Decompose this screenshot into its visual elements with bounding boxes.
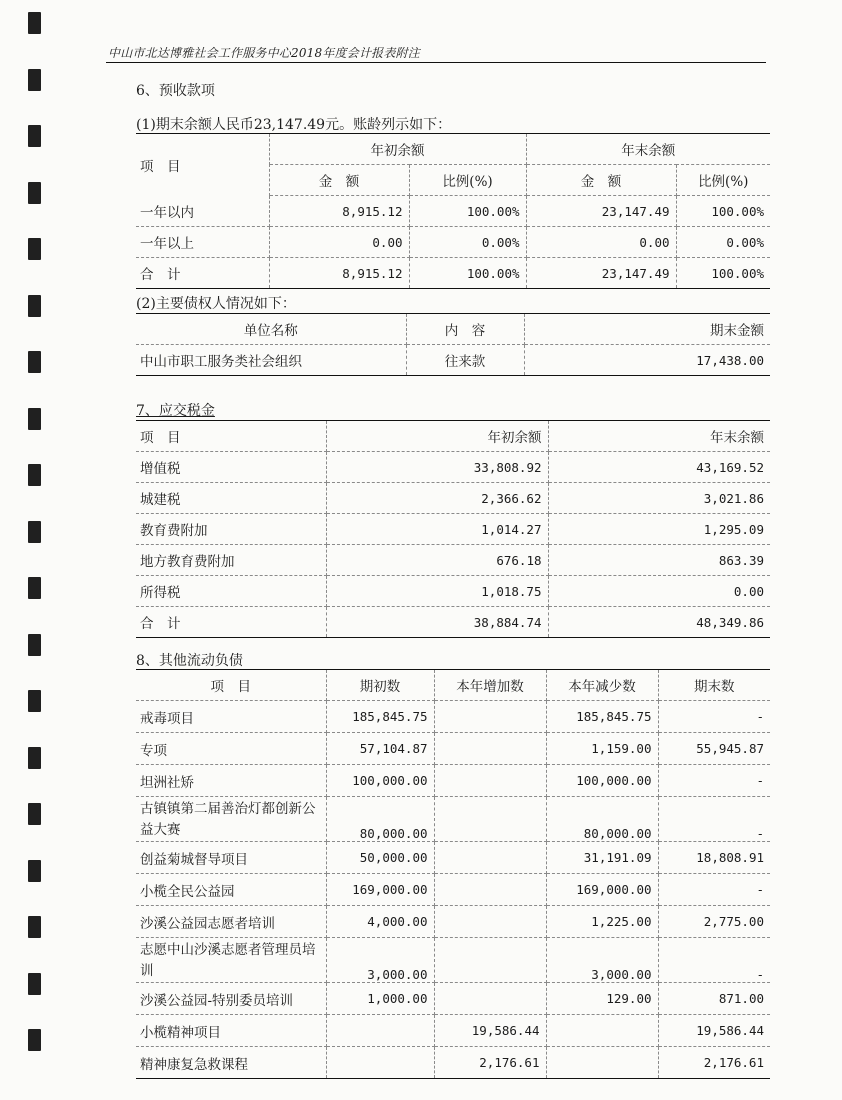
t1-begin-amount: 8,915.12 (269, 258, 409, 289)
t3-begin: 1,014.27 (326, 514, 548, 545)
table-row (136, 345, 770, 376)
table-row (136, 938, 770, 983)
t4-increase: 19,586.44 (434, 1015, 546, 1047)
binding-hole (28, 521, 41, 543)
page-header: 中山市北达博雅社会工作服务中心2018年度会计报表附注 (108, 46, 420, 60)
t4-end: - (658, 938, 770, 983)
t3-begin: 38,884.74 (326, 607, 548, 638)
t4-end: 55,945.87 (658, 733, 770, 765)
t4-end: 871.00 (658, 983, 770, 1015)
t1-item: 一年以内 (136, 196, 269, 227)
table-row (136, 906, 770, 938)
table-row (136, 701, 770, 733)
binding-hole (28, 690, 41, 712)
advance-receipts-table (136, 133, 770, 289)
t4-head-begin: 期初数 (326, 670, 434, 701)
t4-increase (434, 983, 546, 1015)
t4-head-decrease: 本年减少数 (546, 670, 658, 701)
table-row (136, 733, 770, 765)
t4-increase (434, 842, 546, 874)
t4-begin: 50,000.00 (326, 842, 434, 874)
t4-decrease: 100,000.00 (546, 765, 658, 797)
binding-hole (28, 577, 41, 599)
t3-begin: 33,808.92 (326, 452, 548, 483)
t2-content: 往来款 (406, 345, 524, 376)
t4-item: 志愿中山沙溪志愿者管理员培训 (136, 938, 326, 983)
binding-hole (28, 916, 41, 938)
t3-head-item: 项 目 (136, 421, 326, 452)
table-row (136, 1047, 770, 1079)
t3-item: 增值税 (136, 452, 326, 483)
t3-item: 教育费附加 (136, 514, 326, 545)
binding-hole (28, 973, 41, 995)
t4-end: - (658, 874, 770, 906)
t1-begin-amount: 8,915.12 (269, 196, 409, 227)
t1-begin-ratio: 0.00% (409, 227, 526, 258)
creditors-table (136, 313, 770, 376)
t3-end: 48,349.86 (548, 607, 770, 638)
section7-title: 7、应交税金 (136, 403, 215, 419)
t1-item: 一年以上 (136, 227, 269, 258)
t4-begin: 57,104.87 (326, 733, 434, 765)
t4-begin: 3,000.00 (326, 938, 434, 983)
t2-unit: 中山市职工服务类社会组织 (136, 345, 406, 376)
t2-head-content: 内 容 (406, 314, 524, 345)
t3-end: 0.00 (548, 576, 770, 607)
table-row (136, 1015, 770, 1047)
t4-decrease: 3,000.00 (546, 938, 658, 983)
t1-end-amount: 23,147.49 (526, 196, 676, 227)
table-row (136, 576, 770, 607)
t4-begin: 4,000.00 (326, 906, 434, 938)
t1-head-end-amount: 金 额 (526, 165, 676, 196)
t1-head-end-ratio: 比例(%) (676, 165, 770, 196)
t3-item: 所得税 (136, 576, 326, 607)
t4-end: - (658, 797, 770, 842)
binding-hole (28, 295, 41, 317)
t4-end: 19,586.44 (658, 1015, 770, 1047)
table-row (136, 983, 770, 1015)
t1-begin-ratio: 100.00% (409, 258, 526, 289)
binding-hole (28, 12, 41, 34)
t4-begin: 185,845.75 (326, 701, 434, 733)
t2-amount: 17,438.00 (524, 345, 770, 376)
t3-end: 863.39 (548, 545, 770, 576)
binding-hole (28, 182, 41, 204)
t2-head-amount: 期末金额 (524, 314, 770, 345)
header-divider (106, 62, 766, 63)
binding-hole (28, 634, 41, 656)
t4-item: 古镇镇第二届善治灯都创新公益大赛 (136, 797, 326, 842)
t1-head-begin: 年初余额 (269, 134, 526, 165)
t1-end-ratio: 0.00% (676, 227, 770, 258)
t4-begin (326, 1047, 434, 1079)
t1-end-amount: 23,147.49 (526, 258, 676, 289)
binding-hole (28, 238, 41, 260)
t4-decrease (546, 1015, 658, 1047)
section6-sub2: (2)主要债权人情况如下： (136, 296, 296, 312)
t4-increase: 2,176.61 (434, 1047, 546, 1079)
table-row (136, 452, 770, 483)
t3-begin: 1,018.75 (326, 576, 548, 607)
t4-increase (434, 797, 546, 842)
t4-begin (326, 1015, 434, 1047)
table-row (136, 545, 770, 576)
t4-end: - (658, 765, 770, 797)
binding-hole (28, 860, 41, 882)
t1-head-begin-ratio: 比例(%) (409, 165, 526, 196)
t4-item: 小榄精神项目 (136, 1015, 326, 1047)
binding-hole (28, 1029, 41, 1051)
t1-begin-amount: 0.00 (269, 227, 409, 258)
t4-decrease: 1,159.00 (546, 733, 658, 765)
binding-hole (28, 408, 41, 430)
table-row (136, 874, 770, 906)
binding-hole (28, 747, 41, 769)
t4-decrease: 1,225.00 (546, 906, 658, 938)
t4-item: 沙溪公益园志愿者培训 (136, 906, 326, 938)
t4-end: 2,176.61 (658, 1047, 770, 1079)
binding-hole (28, 125, 41, 147)
binding-hole (28, 803, 41, 825)
t1-end-ratio: 100.00% (676, 258, 770, 289)
t3-end: 1,295.09 (548, 514, 770, 545)
section6-title: 6、预收款项 (136, 83, 215, 99)
t4-begin: 80,000.00 (326, 797, 434, 842)
t3-begin: 676.18 (326, 545, 548, 576)
t4-item: 创益菊城督导项目 (136, 842, 326, 874)
taxes-payable-table (136, 420, 770, 638)
binding-hole (28, 69, 41, 91)
t4-item: 戒毒项目 (136, 701, 326, 733)
t1-head-item: 项 目 (136, 134, 269, 196)
t3-begin: 2,366.62 (326, 483, 548, 514)
t4-head-end: 期末数 (658, 670, 770, 701)
table-row (136, 258, 770, 289)
t4-item: 小榄全民公益园 (136, 874, 326, 906)
t1-head-begin-amount: 金 额 (269, 165, 409, 196)
table-row (136, 227, 770, 258)
t4-item: 专项 (136, 733, 326, 765)
t4-increase (434, 765, 546, 797)
t4-begin: 169,000.00 (326, 874, 434, 906)
t4-end: 18,808.91 (658, 842, 770, 874)
t4-decrease: 129.00 (546, 983, 658, 1015)
table-row (136, 514, 770, 545)
t4-decrease: 169,000.00 (546, 874, 658, 906)
t4-begin: 100,000.00 (326, 765, 434, 797)
t4-increase (434, 874, 546, 906)
section8-title: 8、其他流动负债 (136, 653, 243, 669)
table-row (136, 797, 770, 842)
table-row (136, 765, 770, 797)
t3-head-begin: 年初余额 (326, 421, 548, 452)
table-row (136, 483, 770, 514)
t4-head-increase: 本年增加数 (434, 670, 546, 701)
t1-item: 合 计 (136, 258, 269, 289)
t1-end-ratio: 100.00% (676, 196, 770, 227)
t4-end: - (658, 701, 770, 733)
t1-begin-ratio: 100.00% (409, 196, 526, 227)
t4-end: 2,775.00 (658, 906, 770, 938)
t4-item: 沙溪公益园-特别委员培训 (136, 983, 326, 1015)
binding-hole (28, 464, 41, 486)
t4-increase (434, 906, 546, 938)
t3-item: 地方教育费附加 (136, 545, 326, 576)
t4-decrease: 31,191.09 (546, 842, 658, 874)
section6-sub1: (1)期末余额人民币23,147.49元。账龄列示如下： (136, 117, 452, 133)
t2-head-unit: 单位名称 (136, 314, 406, 345)
t4-item: 坦洲社矫 (136, 765, 326, 797)
t4-head-item: 项 目 (136, 670, 326, 701)
t3-item: 合 计 (136, 607, 326, 638)
table-row (136, 607, 770, 638)
t4-begin: 1,000.00 (326, 983, 434, 1015)
t1-head-end: 年末余额 (526, 134, 770, 165)
table-row (136, 196, 770, 227)
binding-strip (0, 0, 48, 1100)
binding-hole (28, 351, 41, 373)
t4-decrease: 185,845.75 (546, 701, 658, 733)
table-row (136, 842, 770, 874)
t3-end: 43,169.52 (548, 452, 770, 483)
t4-decrease (546, 1047, 658, 1079)
t1-end-amount: 0.00 (526, 227, 676, 258)
t4-decrease: 80,000.00 (546, 797, 658, 842)
t4-increase (434, 701, 546, 733)
t3-item: 城建税 (136, 483, 326, 514)
t4-item: 精神康复急救课程 (136, 1047, 326, 1079)
other-current-liabilities-table (136, 669, 770, 1079)
t3-end: 3,021.86 (548, 483, 770, 514)
t4-increase (434, 938, 546, 983)
t4-increase (434, 733, 546, 765)
t3-head-end: 年末余额 (548, 421, 770, 452)
